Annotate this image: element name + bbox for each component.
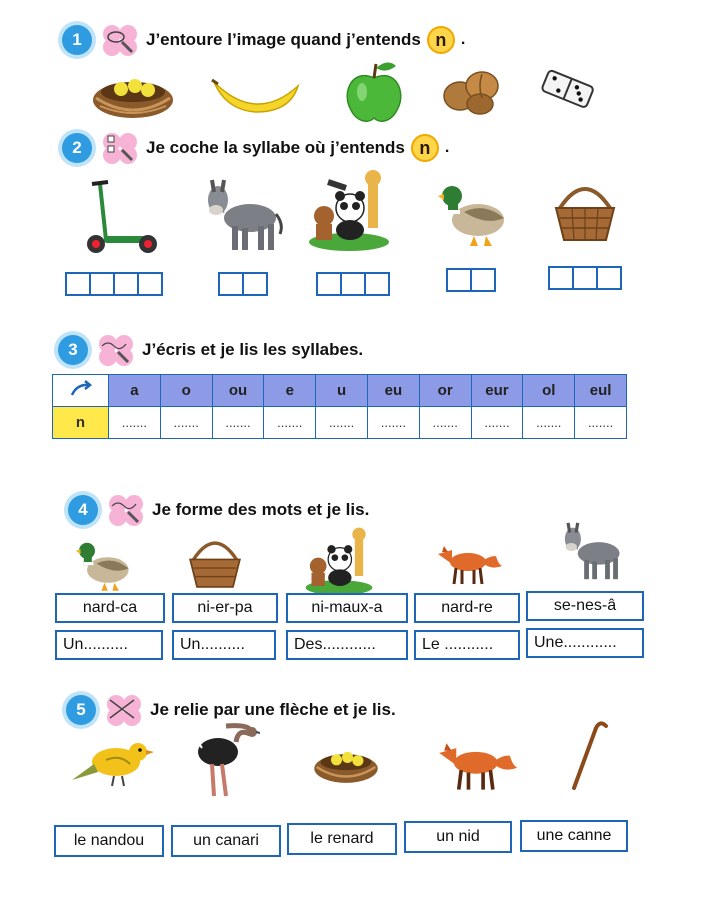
basket-icon	[186, 532, 244, 597]
walnut-icon[interactable]	[440, 64, 504, 121]
blank-cell[interactable]: .......	[419, 407, 471, 439]
apple-icon[interactable]	[342, 58, 406, 131]
nest-icon	[310, 740, 382, 791]
ostrich-icon	[196, 718, 260, 803]
answer-field[interactable]: Des............	[286, 630, 408, 660]
sound-n-badge: n	[427, 26, 455, 54]
combine-arrow-icon	[53, 375, 109, 407]
blank-cell[interactable]: .......	[575, 407, 627, 439]
animals-icon	[306, 168, 392, 257]
donkey-icon	[202, 174, 284, 261]
syllable-boxes-2[interactable]	[218, 272, 266, 296]
banana-icon[interactable]	[210, 72, 302, 123]
scrambled-syllables: ni-er-pa	[172, 593, 278, 623]
blank-cell[interactable]: .......	[471, 407, 523, 439]
duck-icon	[72, 538, 134, 599]
exercise-number-badge: 4	[68, 495, 98, 525]
donkey-icon	[560, 518, 626, 589]
syllable-checkbox[interactable]	[548, 266, 574, 290]
vowel-cell: ou	[212, 375, 264, 407]
word-card[interactable]: un canari	[171, 825, 281, 857]
fox-icon	[434, 540, 504, 591]
exercise-title: Je relie par une flèche et je lis.	[150, 700, 396, 719]
circle-instruction-icon	[100, 22, 140, 58]
blank-cell[interactable]: .......	[367, 407, 419, 439]
vowel-cell: eul	[575, 375, 627, 407]
exercise-title: J’écris et je lis les syllabes.	[142, 340, 364, 359]
basket-icon	[552, 176, 618, 251]
vowel-cell: u	[316, 375, 368, 407]
nest-icon[interactable]	[88, 64, 178, 127]
answer-field[interactable]: Le ...........	[414, 630, 520, 660]
answer-field[interactable]: Une............	[526, 628, 644, 658]
exercise-4-header	[68, 492, 369, 528]
syllable-checkbox[interactable]	[89, 272, 115, 296]
scrambled-syllables: ni-maux-a	[286, 593, 408, 623]
cane-icon	[566, 718, 610, 795]
syllable-checkbox[interactable]	[218, 272, 244, 296]
blank-cell[interactable]: .......	[160, 407, 212, 439]
link-instruction-icon	[104, 692, 144, 728]
syllable-table	[52, 374, 627, 439]
scrambled-syllables: nard-ca	[55, 593, 165, 623]
blank-cell[interactable]: .......	[316, 407, 368, 439]
exercise-title: Je forme des mots et je lis.	[152, 500, 370, 519]
table-answer-row	[53, 407, 627, 439]
exercise-title: Je coche la syllabe où j’entends	[146, 138, 405, 157]
canary-icon	[70, 734, 154, 795]
syllable-boxes-1[interactable]	[65, 272, 161, 296]
syllable-checkbox[interactable]	[470, 268, 496, 292]
syllable-checkbox[interactable]	[137, 272, 163, 296]
duck-icon	[434, 180, 510, 255]
blank-cell[interactable]: .......	[264, 407, 316, 439]
syllable-checkbox[interactable]	[65, 272, 91, 296]
vowel-cell: o	[160, 375, 212, 407]
title-period: .	[460, 31, 466, 48]
exercise-title: J’entoure l’image quand j’entends	[146, 30, 421, 49]
syllable-boxes-5[interactable]	[548, 266, 620, 290]
table-header-row	[53, 375, 627, 407]
consonant-cell: n	[53, 407, 109, 439]
answer-field[interactable]: Un..........	[172, 630, 276, 660]
answer-field[interactable]: Un..........	[55, 630, 163, 660]
vowel-cell: e	[264, 375, 316, 407]
syllable-boxes-4[interactable]	[446, 268, 494, 292]
exercise-1-header	[62, 22, 465, 58]
write-instruction-icon	[106, 492, 146, 528]
syllable-checkbox[interactable]	[572, 266, 598, 290]
vowel-cell: eur	[471, 375, 523, 407]
syllable-checkbox[interactable]	[596, 266, 622, 290]
vowel-cell: ol	[523, 375, 575, 407]
syllable-checkbox[interactable]	[340, 272, 366, 296]
vowel-cell: or	[419, 375, 471, 407]
checkbox-instruction-icon	[100, 130, 140, 166]
domino-icon[interactable]	[540, 66, 596, 115]
word-card[interactable]: le nandou	[54, 825, 164, 857]
blank-cell[interactable]: .......	[523, 407, 575, 439]
word-card[interactable]: une canne	[520, 820, 628, 852]
exercise-2-header	[62, 130, 449, 166]
syllable-checkbox[interactable]	[364, 272, 390, 296]
vowel-cell: eu	[367, 375, 419, 407]
syllable-checkbox[interactable]	[316, 272, 342, 296]
scrambled-syllables: se-nes-â	[526, 591, 644, 621]
vowel-cell: a	[109, 375, 161, 407]
word-card[interactable]: le renard	[287, 823, 397, 855]
write-instruction-icon	[96, 332, 136, 368]
exercise-3-header	[58, 332, 363, 368]
fox-icon	[434, 736, 520, 797]
blank-cell[interactable]: .......	[212, 407, 264, 439]
exercise-number-badge: 3	[58, 335, 88, 365]
animals-icon	[302, 526, 376, 601]
title-period: .	[444, 139, 450, 156]
exercise-number-badge: 5	[66, 695, 96, 725]
exercise-number-badge: 2	[62, 133, 92, 163]
sound-n-badge: n	[411, 134, 439, 162]
syllable-checkbox[interactable]	[446, 268, 472, 292]
scooter-icon	[78, 178, 160, 263]
syllable-checkbox[interactable]	[242, 272, 268, 296]
word-card[interactable]: un nid	[404, 821, 512, 853]
exercise-number-badge: 1	[62, 25, 92, 55]
syllable-checkbox[interactable]	[113, 272, 139, 296]
syllable-boxes-3[interactable]	[316, 272, 388, 296]
scrambled-syllables: nard-re	[414, 593, 520, 623]
blank-cell[interactable]: .......	[109, 407, 161, 439]
